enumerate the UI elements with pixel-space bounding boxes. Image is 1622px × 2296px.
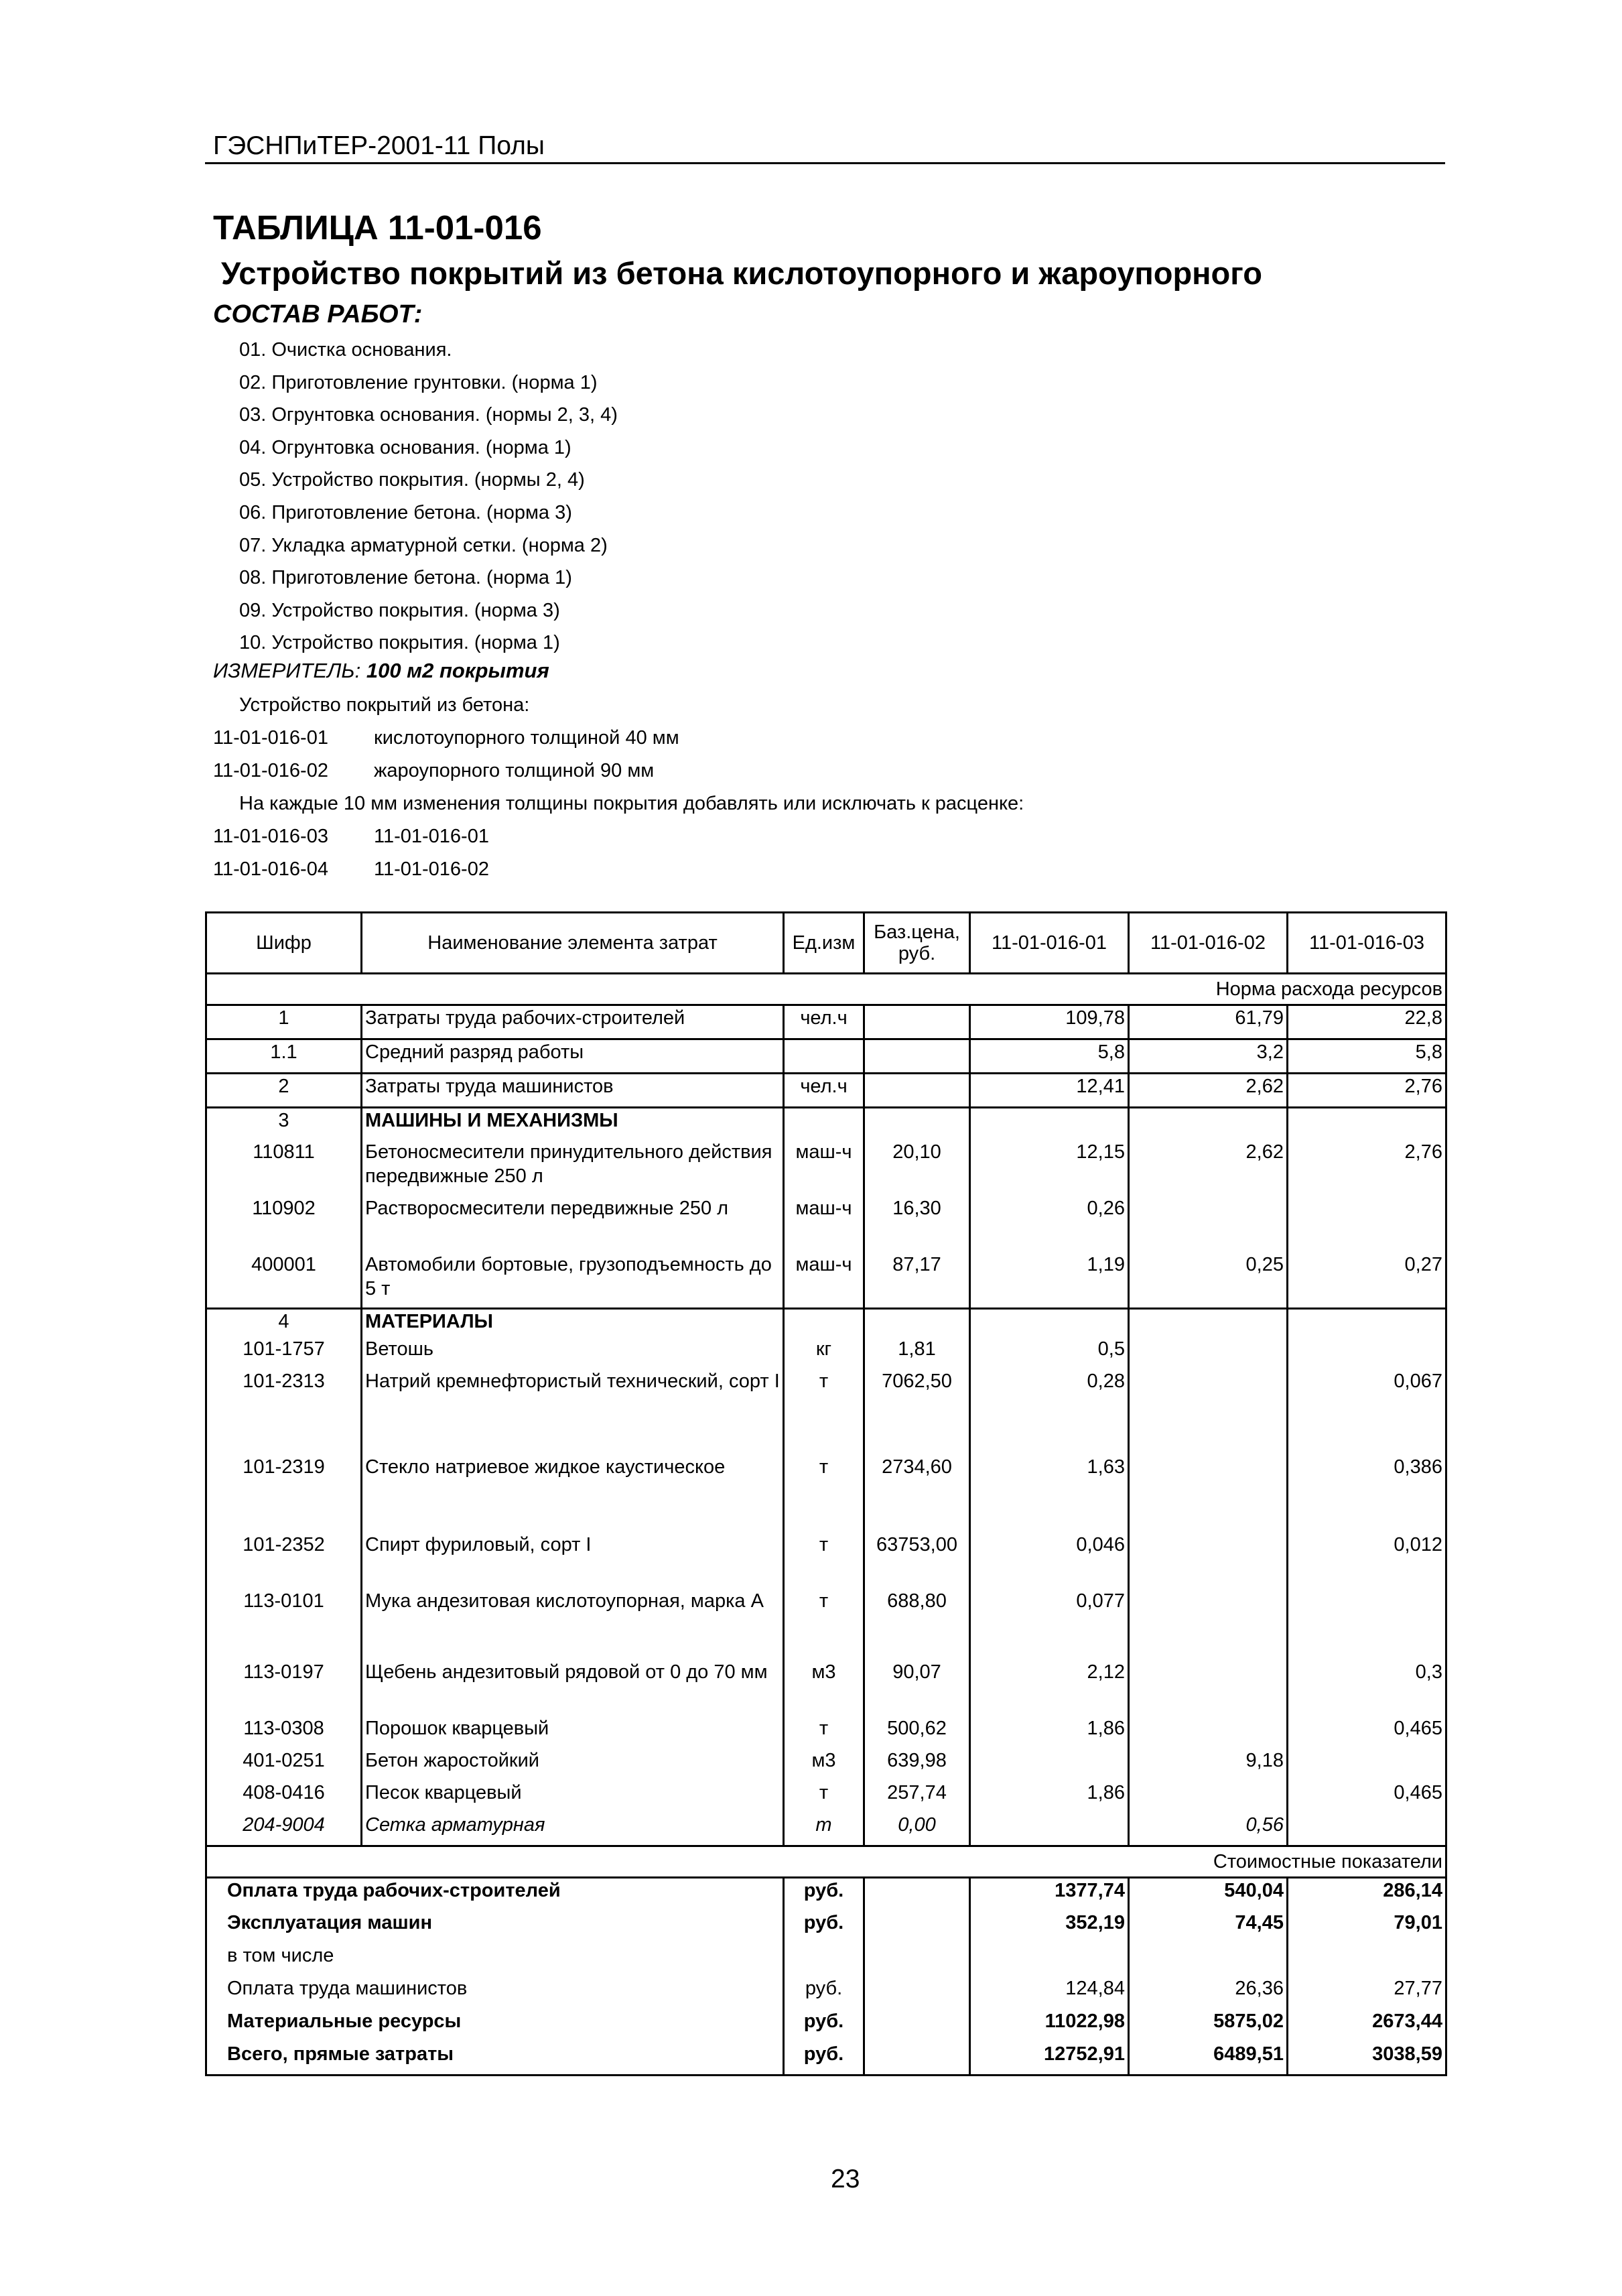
table-row xyxy=(206,1140,1446,1196)
table-title: Устройство покрытий из бетона кислотоупорного и жароупорного xyxy=(221,255,1262,291)
row-unit: т xyxy=(784,1716,864,1748)
row-price xyxy=(864,1039,970,1074)
works-list xyxy=(239,334,618,659)
row-price: 63753,00 xyxy=(864,1533,970,1589)
col-header: 11-01-016-01 xyxy=(970,913,1129,974)
works-item: 02. Приготовление грунтовки. (норма 1) xyxy=(239,371,598,393)
summary-v2: 6489,51 xyxy=(1129,2042,1288,2076)
norm-caption-row xyxy=(206,974,1446,1005)
row-v3 xyxy=(1288,1108,1446,1140)
col-header: Шифр xyxy=(206,913,362,974)
summary-price xyxy=(864,2009,970,2042)
summary-v1: 124,84 xyxy=(970,1976,1129,2009)
table-row xyxy=(206,1533,1446,1589)
row-price: 1,81 xyxy=(864,1337,970,1369)
table-row xyxy=(206,1253,1446,1309)
row-v1 xyxy=(970,1813,1129,1846)
row-v2: 61,79 xyxy=(1129,1005,1288,1039)
row-v2: 0,56 xyxy=(1129,1813,1288,1846)
table-row xyxy=(206,1074,1446,1108)
row-v1: 0,046 xyxy=(970,1533,1129,1589)
row-v1: 0,28 xyxy=(970,1369,1129,1455)
row-unit: м3 xyxy=(784,1748,864,1781)
row-price xyxy=(864,1309,970,1337)
row-unit: чел.ч xyxy=(784,1074,864,1108)
row-v1: 1,86 xyxy=(970,1781,1129,1813)
code-item: 11-01-016-01 xyxy=(213,727,328,749)
norms-table xyxy=(205,911,1447,2076)
row-v3: 2,76 xyxy=(1288,1074,1446,1108)
row-name: МАШИНЫ И МЕХАНИЗМЫ xyxy=(362,1108,784,1140)
summary-v1: 11022,98 xyxy=(970,2009,1129,2042)
row-code: 110902 xyxy=(206,1196,362,1253)
summary-v3: 3038,59 xyxy=(1288,2042,1446,2076)
row-code: 101-2319 xyxy=(206,1455,362,1533)
summary-unit: руб. xyxy=(784,2009,864,2042)
row-code: 400001 xyxy=(206,1253,362,1309)
row-name: Затраты труда машинистов xyxy=(362,1074,784,1108)
table-row xyxy=(206,1005,1446,1039)
row-name: Затраты труда рабочих-строителей xyxy=(362,1005,784,1039)
running-header: ГЭСНПиТЕР-2001-11 Полы xyxy=(213,131,545,160)
summary-v3: 2673,44 xyxy=(1288,2009,1446,2042)
row-code: 408-0416 xyxy=(206,1781,362,1813)
row-v3 xyxy=(1288,1196,1446,1253)
table-header-row xyxy=(206,913,1446,974)
row-v2 xyxy=(1129,1589,1288,1660)
row-code: 4 xyxy=(206,1309,362,1337)
row-price: 16,30 xyxy=(864,1196,970,1253)
row-code: 401-0251 xyxy=(206,1748,362,1781)
cost-caption-row xyxy=(206,1846,1446,1878)
row-name: Бетоносмесители принудительного действия передвижные 250 л xyxy=(362,1140,784,1196)
row-code: 204-9004 xyxy=(206,1813,362,1846)
ref-code: 11-01-016-03 xyxy=(213,826,328,847)
intro-text: Устройство покрытий из бетона: xyxy=(239,694,530,716)
row-v1 xyxy=(970,1748,1129,1781)
summary-unit: руб. xyxy=(784,2042,864,2076)
works-item: 07. Укладка арматурной сетки. (норма 2) xyxy=(239,534,608,556)
row-price: 20,10 xyxy=(864,1140,970,1196)
row-name: Сетка арматурная xyxy=(362,1813,784,1846)
row-v2 xyxy=(1129,1660,1288,1716)
row-code: 1 xyxy=(206,1005,362,1039)
row-unit: кг xyxy=(784,1337,864,1369)
row-v3 xyxy=(1288,1589,1446,1660)
summary-unit: руб. xyxy=(784,1911,864,1943)
row-price: 688,80 xyxy=(864,1589,970,1660)
row-name: Ветошь xyxy=(362,1337,784,1369)
summary-row xyxy=(206,1911,1446,1943)
table-row xyxy=(206,1813,1446,1846)
row-v1 xyxy=(970,1309,1129,1337)
row-unit: м3 xyxy=(784,1660,864,1716)
works-item: 01. Очистка основания. xyxy=(239,339,452,361)
row-v3: 0,465 xyxy=(1288,1716,1446,1748)
row-v1: 0,077 xyxy=(970,1589,1129,1660)
row-v3 xyxy=(1288,1337,1446,1369)
row-unit: т xyxy=(784,1813,864,1846)
ref-list xyxy=(213,826,1017,893)
note-text: На каждые 10 мм изменения толщины покрытия добавлять или исключать к расценке: xyxy=(239,793,1024,814)
row-price: 90,07 xyxy=(864,1660,970,1716)
row-price: 500,62 xyxy=(864,1716,970,1748)
row-v2 xyxy=(1129,1196,1288,1253)
summary-v1: 1377,74 xyxy=(970,1878,1129,1911)
page-number: 23 xyxy=(831,2165,860,2193)
table-row xyxy=(206,1337,1446,1369)
table-row xyxy=(206,1589,1446,1660)
row-v2 xyxy=(1129,1337,1288,1369)
summary-v3: 286,14 xyxy=(1288,1878,1446,1911)
row-v3: 0,3 xyxy=(1288,1660,1446,1716)
row-price xyxy=(864,1074,970,1108)
row-v2 xyxy=(1129,1108,1288,1140)
row-code: 2 xyxy=(206,1074,362,1108)
row-v2: 2,62 xyxy=(1129,1140,1288,1196)
row-unit: т xyxy=(784,1455,864,1533)
row-unit: чел.ч xyxy=(784,1005,864,1039)
code-desc: кислотоупорного толщиной 40 мм xyxy=(374,727,679,749)
summary-price xyxy=(864,1943,970,1976)
row-v3 xyxy=(1288,1813,1446,1846)
row-unit xyxy=(784,1039,864,1074)
row-v2 xyxy=(1129,1781,1288,1813)
row-name: Песок кварцевый xyxy=(362,1781,784,1813)
row-price: 257,74 xyxy=(864,1781,970,1813)
sostav-label: СОСТАВ РАБОТ: xyxy=(213,300,423,328)
summary-v3 xyxy=(1288,1943,1446,1976)
row-v1: 0,26 xyxy=(970,1196,1129,1253)
works-item: 08. Приготовление бетона. (норма 1) xyxy=(239,567,572,589)
col-header: Ед.изм xyxy=(784,913,864,974)
row-v2 xyxy=(1129,1369,1288,1455)
summary-row xyxy=(206,1878,1446,1911)
row-price: 7062,50 xyxy=(864,1369,970,1455)
summary-v3: 79,01 xyxy=(1288,1911,1446,1943)
summary-unit xyxy=(784,1943,864,1976)
table-row xyxy=(206,1781,1446,1813)
measure-value: 100 м2 покрытия xyxy=(366,659,549,682)
row-v2: 2,62 xyxy=(1129,1074,1288,1108)
table-row xyxy=(206,1108,1446,1140)
summary-name: в том числе xyxy=(206,1943,784,1976)
row-unit: т xyxy=(784,1589,864,1660)
summary-unit: руб. xyxy=(784,1976,864,2009)
row-unit: т xyxy=(784,1369,864,1455)
row-v3 xyxy=(1288,1748,1446,1781)
col-header: 11-01-016-03 xyxy=(1288,913,1446,974)
row-v3: 0,27 xyxy=(1288,1253,1446,1309)
row-unit: маш-ч xyxy=(784,1196,864,1253)
norm-caption: Норма расхода ресурсов xyxy=(206,974,1446,1005)
table-row xyxy=(206,1455,1446,1533)
summary-name: Оплата труда рабочих-строителей xyxy=(206,1878,784,1911)
row-name: Щебень андезитовый рядовой от 0 до 70 мм xyxy=(362,1660,784,1716)
works-item: 09. Устройство покрытия. (норма 3) xyxy=(239,599,560,621)
ref-desc: 11-01-016-02 xyxy=(374,858,489,880)
table-row xyxy=(206,1039,1446,1074)
row-code: 1.1 xyxy=(206,1039,362,1074)
table-row xyxy=(206,1748,1446,1781)
row-price xyxy=(864,1005,970,1039)
summary-row xyxy=(206,1943,1446,1976)
row-name: Автомобили бортовые, грузоподъемность до 5 т xyxy=(362,1253,784,1309)
row-name: Мука андезитовая кислотоупорная, марка А xyxy=(362,1589,784,1660)
summary-v2 xyxy=(1129,1943,1288,1976)
row-unit: маш-ч xyxy=(784,1140,864,1196)
row-name: Средний разряд работы xyxy=(362,1039,784,1074)
row-unit: т xyxy=(784,1781,864,1813)
row-v3: 0,465 xyxy=(1288,1781,1446,1813)
row-v1: 1,63 xyxy=(970,1455,1129,1533)
row-v1: 2,12 xyxy=(970,1660,1129,1716)
ref-desc: 11-01-016-01 xyxy=(374,826,489,847)
row-name: Бетон жаростойкий xyxy=(362,1748,784,1781)
summary-row xyxy=(206,2009,1446,2042)
row-unit: т xyxy=(784,1533,864,1589)
summary-row xyxy=(206,2042,1446,2076)
summary-price xyxy=(864,2042,970,2076)
table-row xyxy=(206,1369,1446,1455)
row-v1: 0,5 xyxy=(970,1337,1129,1369)
summary-v1: 352,19 xyxy=(970,1911,1129,1943)
summary-v2: 26,36 xyxy=(1129,1976,1288,2009)
summary-v1: 12752,91 xyxy=(970,2042,1129,2076)
row-code: 113-0197 xyxy=(206,1660,362,1716)
cost-caption: Стоимостные показатели xyxy=(206,1846,1446,1878)
row-v2: 0,25 xyxy=(1129,1253,1288,1309)
row-v3: 0,386 xyxy=(1288,1455,1446,1533)
row-v1: 5,8 xyxy=(970,1039,1129,1074)
table-row xyxy=(206,1716,1446,1748)
row-v2 xyxy=(1129,1716,1288,1748)
code-desc: жароупорного толщиной 90 мм xyxy=(374,760,655,781)
row-v3: 2,76 xyxy=(1288,1140,1446,1196)
row-v3: 22,8 xyxy=(1288,1005,1446,1039)
works-item: 03. Огрунтовка основания. (нормы 2, 3, 4) xyxy=(239,404,618,426)
ref-code: 11-01-016-04 xyxy=(213,858,328,880)
summary-unit: руб. xyxy=(784,1878,864,1911)
summary-v2: 540,04 xyxy=(1129,1878,1288,1911)
summary-name: Материальные ресурсы xyxy=(206,2009,784,2042)
measure-line xyxy=(213,659,549,683)
row-code: 101-1757 xyxy=(206,1337,362,1369)
summary-row xyxy=(206,1976,1446,2009)
works-item: 06. Приготовление бетона. (норма 3) xyxy=(239,501,572,523)
measure-label: ИЗМЕРИТЕЛЬ: xyxy=(213,659,361,682)
works-item: 05. Устройство покрытия. (нормы 2, 4) xyxy=(239,469,585,491)
row-v1: 1,86 xyxy=(970,1716,1129,1748)
row-price: 0,00 xyxy=(864,1813,970,1846)
row-code: 3 xyxy=(206,1108,362,1140)
row-price xyxy=(864,1108,970,1140)
row-code: 110811 xyxy=(206,1140,362,1196)
code-list xyxy=(213,727,1017,794)
code-item: 11-01-016-02 xyxy=(213,760,328,781)
summary-price xyxy=(864,1878,970,1911)
row-v3: 5,8 xyxy=(1288,1039,1446,1074)
row-v1: 109,78 xyxy=(970,1005,1129,1039)
summary-price xyxy=(864,1976,970,2009)
table-id: ТАБЛИЦА 11-01-016 xyxy=(213,208,542,247)
table-row xyxy=(206,1309,1446,1337)
row-unit xyxy=(784,1309,864,1337)
summary-v2: 5875,02 xyxy=(1129,2009,1288,2042)
row-price: 87,17 xyxy=(864,1253,970,1309)
row-name: Натрий кремнефтористый технический, сорт I xyxy=(362,1369,784,1455)
row-v2 xyxy=(1129,1533,1288,1589)
table-row xyxy=(206,1660,1446,1716)
summary-name: Всего, прямые затраты xyxy=(206,2042,784,2076)
row-v1: 12,41 xyxy=(970,1074,1129,1108)
row-name: МАТЕРИАЛЫ xyxy=(362,1309,784,1337)
row-name: Стекло натриевое жидкое каустическое xyxy=(362,1455,784,1533)
summary-v1 xyxy=(970,1943,1129,1976)
row-name: Порошок кварцевый xyxy=(362,1716,784,1748)
summary-name: Эксплуатация машин xyxy=(206,1911,784,1943)
row-v1: 1,19 xyxy=(970,1253,1129,1309)
table-row xyxy=(206,1196,1446,1253)
row-unit xyxy=(784,1108,864,1140)
row-v2 xyxy=(1129,1309,1288,1337)
summary-price xyxy=(864,1911,970,1943)
row-name: Растворосмесители передвижные 250 л xyxy=(362,1196,784,1253)
col-header: Наименование элемента затрат xyxy=(362,913,784,974)
row-code: 101-2313 xyxy=(206,1369,362,1455)
works-item: 10. Устройство покрытия. (норма 1) xyxy=(239,632,560,654)
row-v3 xyxy=(1288,1309,1446,1337)
summary-v3: 27,77 xyxy=(1288,1976,1446,2009)
row-code: 101-2352 xyxy=(206,1533,362,1589)
col-header: Баз.цена, руб. xyxy=(864,913,970,974)
row-v1: 12,15 xyxy=(970,1140,1129,1196)
header-rule xyxy=(205,162,1445,164)
row-v2: 9,18 xyxy=(1129,1748,1288,1781)
row-unit: маш-ч xyxy=(784,1253,864,1309)
col-header: 11-01-016-02 xyxy=(1129,913,1288,974)
row-v3: 0,012 xyxy=(1288,1533,1446,1589)
summary-name: Оплата труда машинистов xyxy=(206,1976,784,2009)
row-price: 2734,60 xyxy=(864,1455,970,1533)
summary-v2: 74,45 xyxy=(1129,1911,1288,1943)
row-v1 xyxy=(970,1108,1129,1140)
works-item: 04. Огрунтовка основания. (норма 1) xyxy=(239,436,571,458)
row-name: Спирт фуриловый, сорт I xyxy=(362,1533,784,1589)
row-v2: 3,2 xyxy=(1129,1039,1288,1074)
row-code: 113-0101 xyxy=(206,1589,362,1660)
row-v3: 0,067 xyxy=(1288,1369,1446,1455)
row-price: 639,98 xyxy=(864,1748,970,1781)
row-code: 113-0308 xyxy=(206,1716,362,1748)
row-v2 xyxy=(1129,1455,1288,1533)
